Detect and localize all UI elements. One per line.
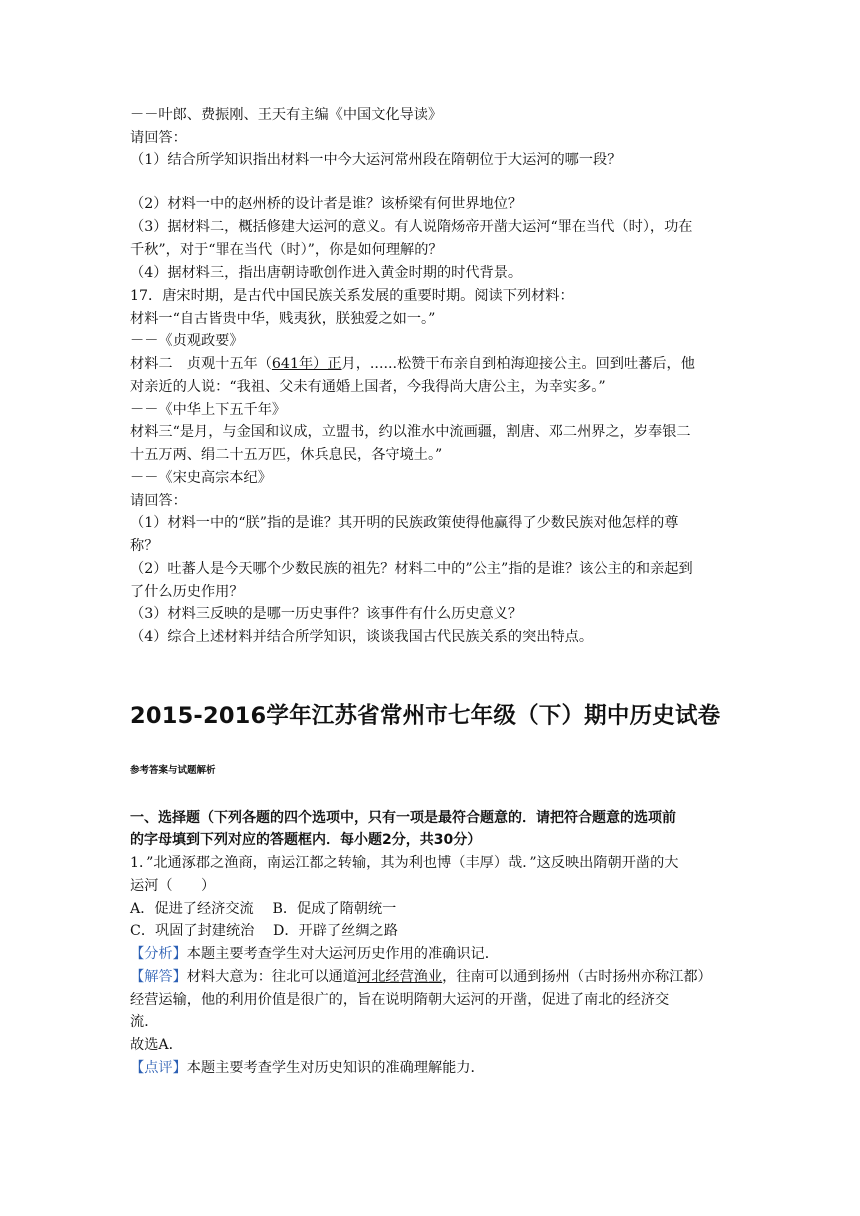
comment-text: 本题主要考查学生对历史知识的准确理解能力． xyxy=(186,1060,485,1076)
comment-line xyxy=(130,1058,485,1078)
q17-a1-line1: （1）材料一中的“朕”指的是谁？其开明的民族政策使得他赢得了少数民族对他怎样的尊 xyxy=(130,515,679,531)
material-2-rest: 月，......松赞干布亲自到柏海迎接公主。回到吐蕃后，他 xyxy=(341,356,695,372)
q17-intro: 17．唐宋时期，是古代中国民族关系发展的重要时期。阅读下列材料： xyxy=(130,288,574,304)
q17-a3: （3）材料三反映的是哪一历史事件？该事件有什么历史意义？ xyxy=(130,606,523,622)
material-2-prefix: 材料二 贞观十五年（ xyxy=(130,356,272,372)
solution-line2: 经营运输，他的利用价值是很广的，旨在说明隋朝大运河的开凿，促进了南北的经济交 xyxy=(130,992,670,1008)
material-3-source: －－《宋史高宗本纪》 xyxy=(130,470,272,486)
exam-subtitle: 参考答案与试题解析 xyxy=(130,765,216,776)
solution-pre: 材料大意为：往北可以通道 xyxy=(186,969,358,985)
part1-heading-line1: 一、选择题（下列各题的四个选项中，只有一项是最符合题意的．请把符合题意的选项前 xyxy=(130,810,676,826)
material-3-line2: 十五万两、绢二十五万匹，休兵息民，各守境土。” xyxy=(130,447,443,463)
solution-line3: 流． xyxy=(130,1014,159,1030)
question-2: （2）材料一中的赵州桥的设计者是谁？该桥梁有何世界地位？ xyxy=(130,196,523,212)
solution-underlined: 河北经营渔业 xyxy=(357,969,443,985)
material-1: 材料一“自古皆贵中华，贱夷狄，朕独爱之如一。” xyxy=(130,311,436,327)
question-3-line1: （3）据材料二，概括修建大运河的意义。有人说隋炀帝开凿大运河“罪在当代（时），功在 xyxy=(130,219,693,235)
options-line1: A．促进了经济交流 B．促成了隋朝统一 xyxy=(130,901,397,917)
q17-a4: （4）综合上述材料并结合所学知识，谈谈我国古代民族关系的突出特点。 xyxy=(130,629,594,645)
comment-tag: 【点评】 xyxy=(130,1060,187,1076)
question-1: （1）结合所学知识指出材料一中今大运河常州段在隋朝位于大运河的哪一段？ xyxy=(130,152,622,168)
q17-a1-line2: 称？ xyxy=(130,538,159,554)
analysis-tag: 【分析】 xyxy=(130,946,187,962)
please-answer: 请回答： xyxy=(130,130,187,146)
part1-heading-line2: 的字母填到下列对应的答题框内．每小题2分，共30分） xyxy=(130,832,482,848)
material-2-underlined: 641年）正 xyxy=(271,356,342,372)
material-2-line1 xyxy=(130,354,695,374)
solution-tag: 【解答】 xyxy=(130,969,187,985)
analysis-line xyxy=(130,944,499,964)
material-2-source: －－《中华上下五千年》 xyxy=(130,402,287,418)
exam-title: 2015-2016学年江苏省常州市七年级（下）期中历史试卷 xyxy=(130,703,721,729)
material-1-source: －－《贞观政要》 xyxy=(130,333,244,349)
question-3-line2: 千秋”，对于“罪在当代（时）”，你是如何理解的？ xyxy=(130,242,443,258)
solution-line1 xyxy=(130,967,712,987)
source-line: －－叶郎、费振刚、王天有主编《中国文化导读》 xyxy=(130,107,443,123)
q17-a2-line1: （2）吐蕃人是今天哪个少数民族的祖先？材料二中的”公主”指的是谁？该公主的和亲起到 xyxy=(130,561,693,577)
solution-post: ，往南可以通到扬州（古时扬州亦称江都） xyxy=(442,969,712,985)
options-line2: C．巩固了封建统治 D．开辟了丝绸之路 xyxy=(130,923,398,939)
analysis-text: 本题主要考查学生对大运河历史作用的准确识记． xyxy=(186,946,499,962)
choice-line: 故选A． xyxy=(130,1037,183,1053)
q17-please-answer: 请回答： xyxy=(130,493,187,509)
material-3-line1: 材料三“是月，与金国和议成，立盟书，约以淮水中流画疆，割唐、邓二州界之，岁奉银二 xyxy=(130,424,691,440)
material-2-line2: 对亲近的人说：“我祖、父未有通婚上国者，今我得尚大唐公主，为幸实多。” xyxy=(130,379,606,395)
question-4: （4）据材料三，指出唐朝诗歌创作进入黄金时期的时代背景。 xyxy=(130,265,523,281)
answer-q1-line2: 运河（ ） xyxy=(130,878,216,894)
answer-q1-line1: 1．”北通涿郡之渔商，南运江都之转输，其为利也博（丰厚）哉．”这反映出隋朝开凿的大 xyxy=(130,855,679,871)
q17-a2-line2: 了什么历史作用？ xyxy=(130,584,244,600)
